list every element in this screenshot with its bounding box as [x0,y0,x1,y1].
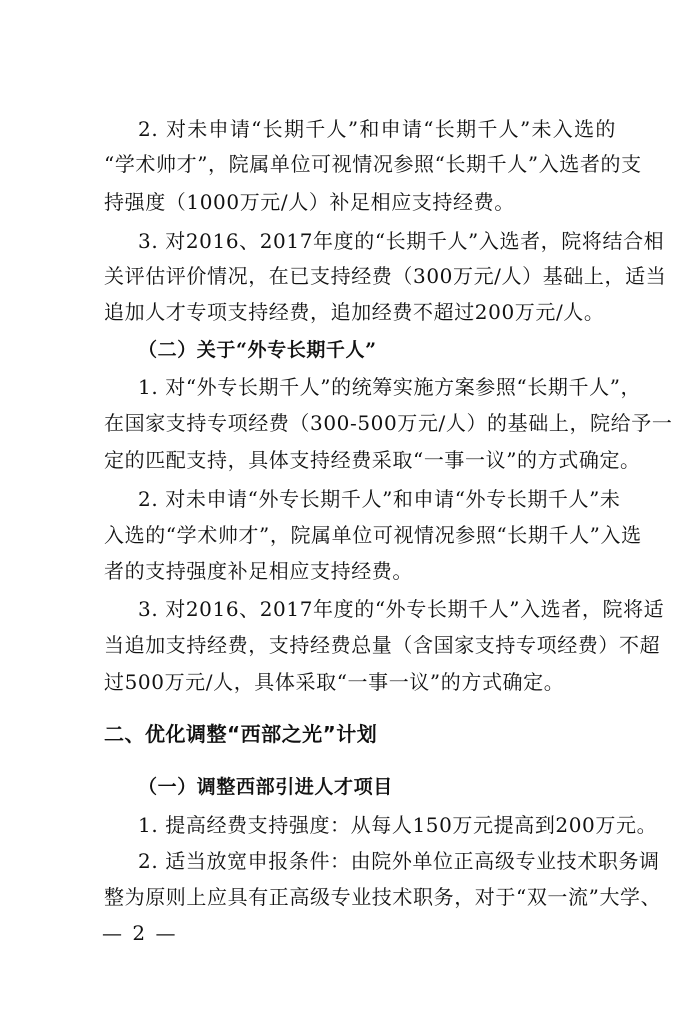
paragraph-3-line-1: 1. 对“外专长期千人”的统筹实施方案参照“长期千人”， [138,375,642,399]
paragraph-4-line-1: 2. 对未申请“外专长期千人”和申请“外专长期千人”未 [138,487,621,511]
paragraph-2-line-2: 关评估评价情况，在已支持经费（300万元/人）基础上，适当 [104,264,667,288]
paragraph-5-line-3: 过500万元/人，具体采取“一事一议”的方式确定。 [104,670,565,694]
heading-section-2: 二、优化调整“西部之光”计划 [104,722,378,746]
paragraph-5-line-1: 3. 对2016、2017年度的“外专长期千人”入选者，院将适 [138,597,665,621]
paragraph-1-line-1: 2. 对未申请“长期千人”和申请“长期千人”未入选的 [138,117,616,141]
paragraph-7-line-2: 整为原则上应具有正高级专业技术职务，对于“双一流”大学、 [104,885,662,909]
paragraph-3-line-2: 在国家支持专项经费（300-500万元/人）的基础上，院给予一 [104,411,673,435]
paragraph-4-line-2: 入选的“学术帅才”，院属单位可视情况参照“长期千人”入选 [104,523,642,547]
subheading-western-talent: （一）调整西部引进人才项目 [138,776,393,798]
paragraph-2-line-1: 3. 对2016、2017年度的“长期千人”入选者，院将结合相 [138,229,665,253]
paragraph-1-line-2: “学术帅才”，院属单位可视情况参照“长期千人”入选者的支 [104,152,642,176]
paragraph-1-line-3: 持强度（1000万元/人）补足相应支持经费。 [104,190,515,214]
page-number: — 2 — [102,921,178,945]
paragraph-4-line-3: 者的支持强度补足相应支持经费。 [104,559,413,583]
subheading-foreign-expert: （二）关于“外专长期千人” [138,339,377,361]
paragraph-2-line-3: 追加人才专项支持经费，追加经费不超过200万元/人。 [104,300,605,324]
paragraph-3-line-3: 定的匹配支持，具体支持经费采取“一事一议”的方式确定。 [104,448,641,472]
paragraph-7-line-1: 2. 适当放宽申报条件：由院外单位正高级专业技术职务调 [138,849,660,873]
paragraph-6-line-1: 1. 提高经费支持强度：从每人150万元提高到200万元。 [138,813,658,837]
paragraph-5-line-2: 当追加支持经费，支持经费总量（含国家支持专项经费）不超 [104,633,661,657]
